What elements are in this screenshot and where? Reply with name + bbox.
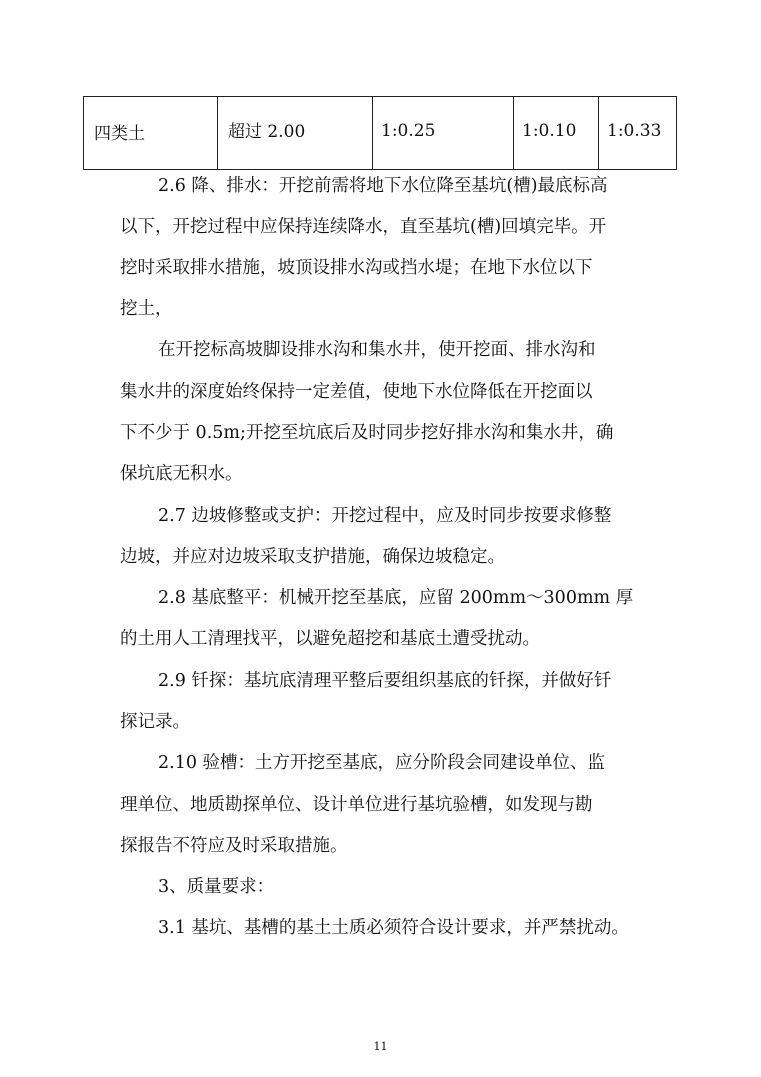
section-heading: 3、质量要求： <box>158 877 275 897</box>
table-cell-slope-2: 1:0.10 <box>514 97 599 170</box>
text-line: 探报告不符应及时采取措施。 <box>120 836 348 856</box>
text-line: 挖时采取排水措施，坡顶设排水沟或挡水堤；在地下水位以下 <box>120 258 593 278</box>
text-line: 理单位、地质勘探单位、设计单位进行基坑验槽，如发现与勘 <box>120 795 593 815</box>
text-line: 2.10 验槽：土方开挖至基底，应分阶段会同建设单位、监 <box>158 753 606 773</box>
text-line: 2.9 钎探：基坑底清理平整后要组织基底的钎探，并做好钎 <box>158 671 612 691</box>
text-line: 挖土， <box>120 299 173 319</box>
table-cell-slope-3: 1:0.33 <box>599 97 677 170</box>
text-line: 保坑底无积水。 <box>120 464 243 484</box>
text-line: 集水井的深度始终保持一定差值，使地下水位降低在开挖面以 <box>120 382 593 402</box>
text-line: 3.1 基坑、基槽的基土土质必须符合设计要求，并严禁扰动。 <box>158 918 629 938</box>
text-line: 下不少于 0.5m;开挖至坑底后及时同步挖好排水沟和集水井，确 <box>120 423 614 443</box>
text-line: 边坡，并应对边坡采取支护措施，确保边坡稳定。 <box>120 547 505 567</box>
table-cell-soil-type: 四类土 <box>84 97 218 170</box>
table-cell-slope-1: 1:0.25 <box>373 97 514 170</box>
page-number: 11 <box>373 1040 388 1053</box>
table-cell-depth: 超过 2.00 <box>218 97 373 170</box>
soil-slope-table <box>83 96 677 170</box>
text-line: 探记录。 <box>120 712 190 732</box>
table-row <box>84 97 677 170</box>
text-line: 在开挖标高坡脚设排水沟和集水井，使开挖面、排水沟和 <box>158 340 596 360</box>
text-line: 的土用人工清理找平，以避免超挖和基底土遭受扰动。 <box>120 629 540 649</box>
text-line: 2.7 边坡修整或支护：开挖过程中，应及时同步按要求修整 <box>158 506 612 526</box>
text-line: 以下，开挖过程中应保持连续降水，直至基坑(槽)回填完毕。开 <box>120 217 607 237</box>
text-line: 2.6 降、排水：开挖前需将地下水位降至基坑(槽)最底标高 <box>158 176 608 196</box>
text-line: 2.8 基底整平：机械开挖至基底，应留 200mm～300mm 厚 <box>158 588 634 608</box>
